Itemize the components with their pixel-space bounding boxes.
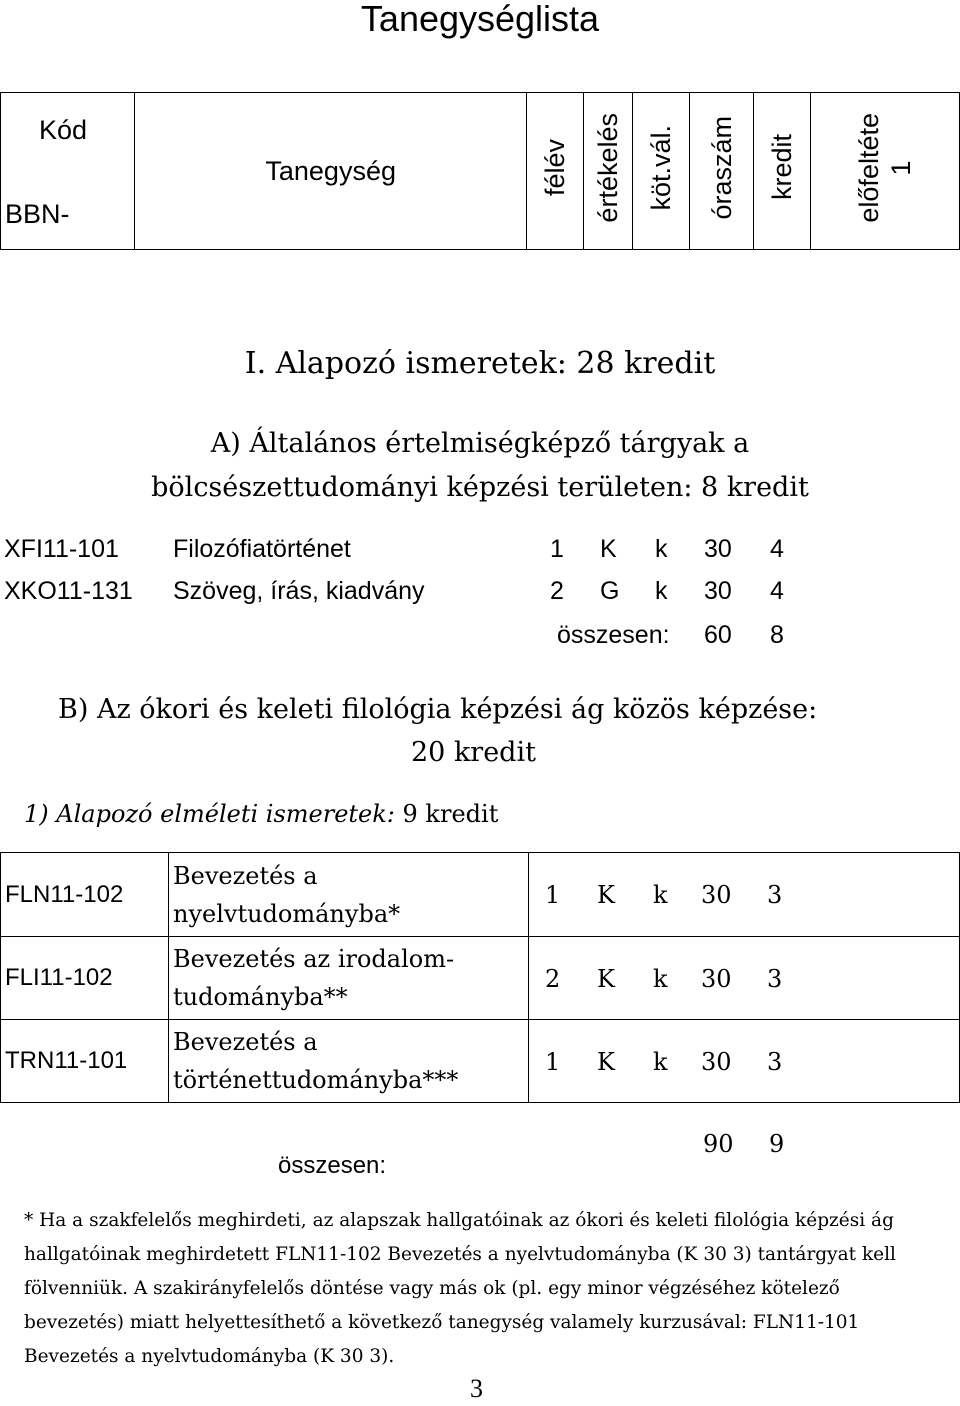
header-kod-cell bbox=[1, 93, 135, 250]
page-number: 3 bbox=[470, 1374, 483, 1403]
course-kredit: 3 bbox=[767, 1048, 783, 1076]
header-tanegyseg: Tanegység bbox=[265, 155, 396, 186]
total-label: összesen: bbox=[557, 621, 670, 649]
course-name: Filozófiatörténet bbox=[173, 535, 351, 563]
course-name bbox=[169, 1020, 529, 1103]
course-code: XFI11-101 bbox=[4, 535, 119, 563]
table-row bbox=[1, 1020, 960, 1103]
course-name-line1: Bevezetés a bbox=[173, 1028, 318, 1056]
header-elofeltetel: előfeltéte 1 bbox=[854, 112, 917, 223]
course-kredit: 3 bbox=[767, 881, 783, 909]
table-row bbox=[1, 937, 960, 1020]
header-table bbox=[0, 92, 960, 250]
subsection-b-sub-rest: 9 kredit bbox=[402, 800, 499, 828]
course-kredit: 4 bbox=[770, 577, 784, 605]
header-bbn: BBN- bbox=[5, 199, 70, 229]
course-code: FLN11-102 bbox=[1, 853, 169, 937]
course-nums bbox=[529, 853, 960, 937]
course-name-line1: Bevezetés az irodalom- bbox=[173, 945, 455, 973]
header-ertekeles: értékelés bbox=[592, 112, 623, 223]
header-ertekeles-cell bbox=[583, 93, 632, 250]
header-tanegyseg-cell bbox=[135, 93, 527, 250]
course-ertekeles: K bbox=[600, 535, 617, 563]
course-felev: 1 bbox=[545, 1048, 561, 1076]
subsection-b-line1: B) Az ókori és keleti filológia képzési ág közös képzése: bbox=[58, 694, 818, 725]
course-ertekeles: K bbox=[597, 1048, 615, 1076]
header-felev: félév bbox=[539, 138, 570, 197]
course-kotval: k bbox=[655, 535, 668, 563]
course-kotval: k bbox=[653, 881, 668, 909]
course-kotval: k bbox=[653, 965, 668, 993]
course-ertekeles: K bbox=[597, 965, 615, 993]
total-label: összesen: bbox=[278, 1152, 387, 1179]
course-oraszam: 30 bbox=[701, 1048, 732, 1076]
header-kredit-cell bbox=[754, 93, 811, 250]
course-felev: 1 bbox=[550, 535, 564, 563]
header-kredit: kredit bbox=[767, 134, 798, 201]
subsection-b-sub bbox=[24, 800, 498, 828]
course-nums bbox=[529, 937, 960, 1020]
header-oraszam-cell bbox=[689, 93, 754, 250]
header-kotval: köt.vál. bbox=[645, 124, 676, 211]
subsection-b-sub-italic: 1) Alapozó elméleti ismeretek: bbox=[24, 800, 395, 828]
header-felev-ertekeles-cell bbox=[527, 93, 584, 250]
course-felev: 2 bbox=[550, 577, 564, 605]
page-title: Tanegységlista bbox=[360, 0, 600, 39]
table-row bbox=[0, 577, 800, 617]
header-oraszam: óraszám bbox=[706, 115, 737, 220]
course-nums bbox=[529, 1020, 960, 1103]
course-code: TRN11-101 bbox=[1, 1020, 169, 1103]
header-elofeltetel-cell bbox=[811, 93, 960, 250]
total-oraszam: 60 bbox=[704, 621, 732, 649]
subsection-b-line2: 20 kredit bbox=[411, 737, 536, 768]
course-oraszam: 30 bbox=[701, 965, 732, 993]
footnote: * Ha a szakfelelős meghirdeti, az alapszak hallgatóinak az ókori és keleti filológia képzési ág hallgatóinak meghirdetett FLN11-102 Bevezetés a nyelvtudományba (K 30 3) tantárgyat kell fölvenniük. A szakirányfelelős döntése vagy más ok (pl. egy minor végzéséhez kötelező bevezetés) miatt helyettesíthető a következő tanegység valamely kurzusával: FLN11-101 Bevezetés a nyelvtudományba (K 30 3). bbox=[24, 1210, 896, 1367]
total-kredit: 9 bbox=[769, 1130, 785, 1158]
course-kredit: 4 bbox=[770, 535, 784, 563]
course-ertekeles: K bbox=[597, 881, 615, 909]
course-felev: 2 bbox=[545, 965, 561, 993]
subsection-a-line1: A) Általános értelmiségképző tárgyak a bbox=[210, 428, 750, 459]
header-kod: Kód bbox=[39, 115, 88, 145]
course-name-line2: történettudományba*** bbox=[173, 1066, 459, 1094]
subsection-a-line2: bölcsészettudományi képzési területen: 8 kredit bbox=[151, 472, 809, 503]
table-row bbox=[0, 535, 800, 575]
section-heading: I. Alapozó ismeretek: 28 kredit bbox=[244, 346, 716, 381]
course-oraszam: 30 bbox=[704, 577, 732, 605]
course-name bbox=[169, 937, 529, 1020]
course-name-line2: nyelvtudományba* bbox=[173, 899, 401, 928]
total-kredit: 8 bbox=[770, 621, 784, 649]
course-name bbox=[169, 853, 529, 937]
course-name-line2: tudományba** bbox=[173, 983, 348, 1011]
course-ertekeles: G bbox=[600, 577, 620, 605]
table-row bbox=[1, 853, 960, 937]
course-table bbox=[0, 852, 960, 1103]
course-kredit: 3 bbox=[767, 965, 783, 993]
course-kotval: k bbox=[653, 1048, 668, 1076]
course-oraszam: 30 bbox=[704, 535, 732, 563]
course-name: Szöveg, írás, kiadvány bbox=[173, 577, 425, 605]
total-oraszam: 90 bbox=[703, 1130, 734, 1158]
course-code: XKO11-131 bbox=[4, 577, 133, 605]
header-kotval-cell bbox=[632, 93, 689, 250]
course-felev: 1 bbox=[545, 881, 561, 909]
course-code: FLI11-102 bbox=[1, 937, 169, 1020]
course-name-line1: Bevezetés a bbox=[173, 861, 318, 890]
course-kotval: k bbox=[655, 577, 668, 605]
course-oraszam: 30 bbox=[701, 881, 732, 909]
total-row bbox=[0, 621, 800, 661]
